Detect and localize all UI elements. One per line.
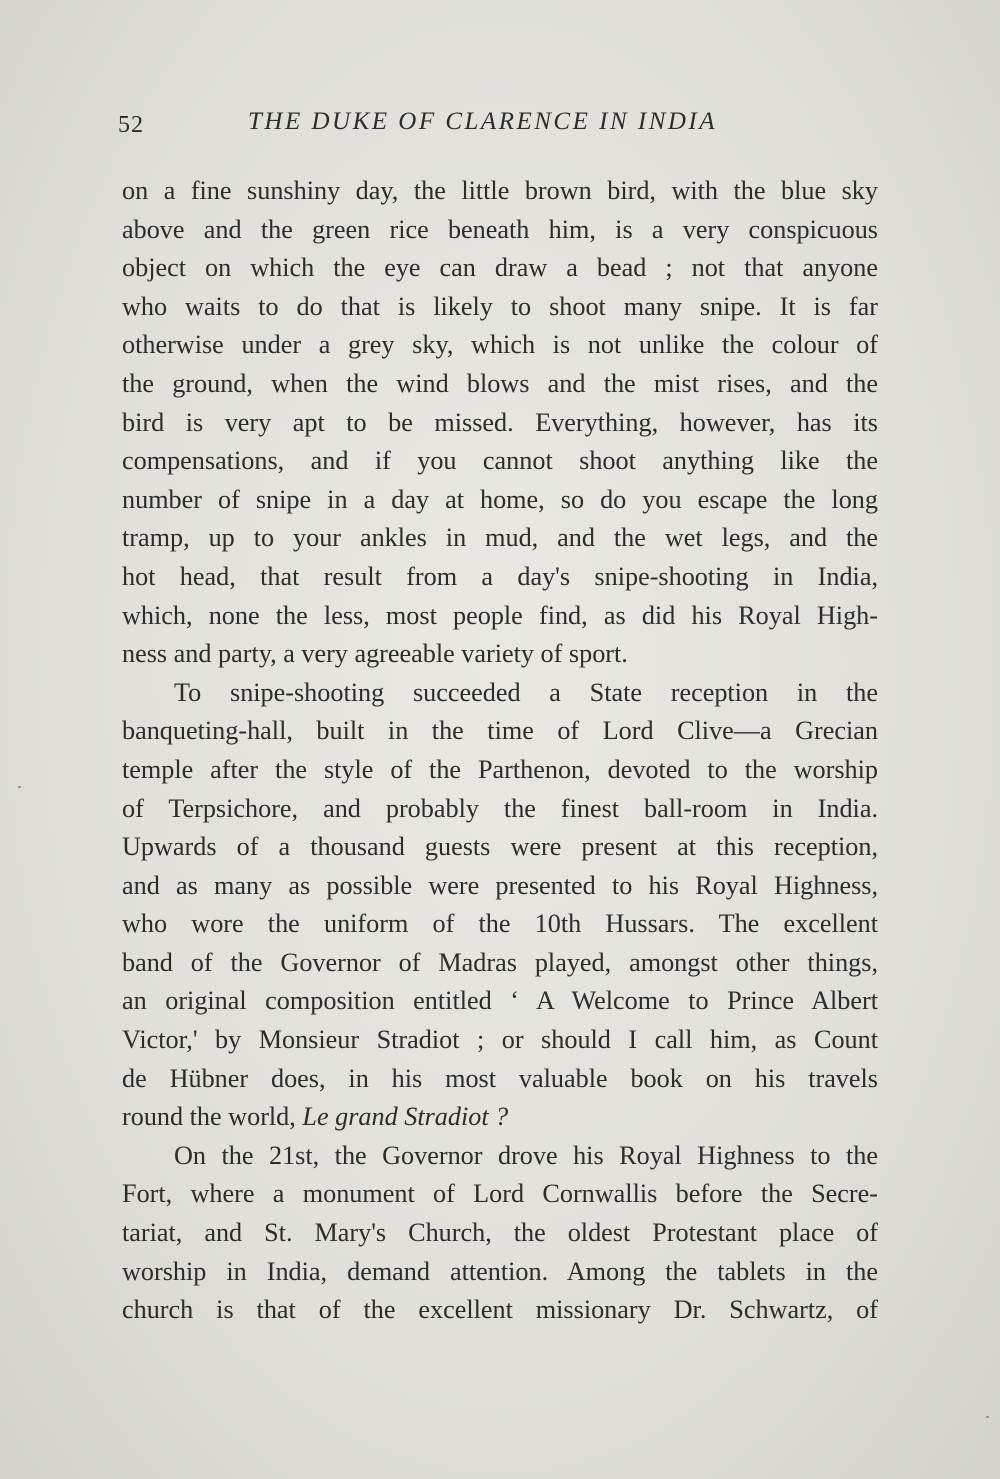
body-text: [122, 172, 878, 1330]
text-fragment: round the world,: [122, 1102, 303, 1132]
text-line: who wore the uniform of the 10th Hussars. The excellent: [122, 909, 878, 939]
text-line: an original composition entitled ‘ A Welcome to Prince Albert: [122, 986, 878, 1016]
paper-speck: [18, 786, 21, 788]
text-line: object on which the eye can draw a bead ; not that anyone: [122, 253, 878, 283]
running-title: THE DUKE OF CLARENCE IN INDIA: [248, 108, 718, 135]
text-line: Victor,' by Monsieur Stradiot ; or should I call him, as Count: [122, 1025, 878, 1055]
text-line: Upwards of a thousand guests were present at this reception,: [122, 832, 878, 862]
text-line: which, none the less, most people find, as did his Royal High-: [122, 600, 878, 630]
text-line: banqueting-hall, built in the time of Lord Clive—a Grecian: [122, 716, 878, 746]
text-line: otherwise under a grey sky, which is not unlike the colour of: [122, 330, 878, 360]
text-line: bird is very apt to be missed. Everything, however, has its: [122, 407, 878, 437]
text-line: number of snipe in a day at home, so do you escape the long: [122, 484, 878, 514]
text-line: the ground, when the wind blows and the mist rises, and the: [122, 368, 878, 398]
text-line: hot head, that result from a day's snipe-shooting in India,: [122, 561, 878, 591]
text-line: tramp, up to your ankles in mud, and the wet legs, and the: [122, 523, 878, 553]
text-line: Fort, where a monument of Lord Cornwallis before the Secre-: [122, 1179, 878, 1209]
text-line: and as many as possible were presented to his Royal Highness,: [122, 870, 878, 900]
text-line: To snipe-shooting succeeded a State reception in the: [174, 677, 878, 707]
italic-title: Le grand Stradiot ?: [302, 1102, 509, 1132]
text-line: de Hübner does, in his most valuable book on his travels: [122, 1063, 878, 1093]
page-header: [118, 108, 880, 148]
text-line: worship in India, demand attention. Among the tablets in the: [122, 1256, 878, 1286]
text-line: On the 21st, the Governor drove his Royal Highness to the: [174, 1140, 878, 1170]
text-line: tariat, and St. Mary's Church, the oldest Protestant place of: [122, 1218, 878, 1248]
text-line: temple after the style of the Parthenon, devoted to the worship: [122, 754, 878, 784]
text-line: above and the green rice beneath him, is a very conspicuous: [122, 214, 878, 244]
paper-speck: [986, 1416, 989, 1418]
text-line: ness and party, a very agreeable variety of sport.: [122, 639, 628, 669]
text-line: on a fine sunshiny day, the little brown bird, with the blue sky: [122, 176, 878, 205]
text-line: [122, 1098, 878, 1137]
text-line: compensations, and if you cannot shoot anything like the: [122, 446, 878, 476]
text-line: band of the Governor of Madras played, amongst other things,: [122, 947, 878, 977]
page-number: 52: [118, 112, 144, 138]
text-line: who waits to do that is likely to shoot many snipe. It is far: [122, 291, 878, 321]
text-line: church is that of the excellent missionary Dr. Schwartz, of: [122, 1295, 878, 1325]
text-line: of Terpsichore, and probably the finest ball-room in India.: [122, 793, 878, 823]
